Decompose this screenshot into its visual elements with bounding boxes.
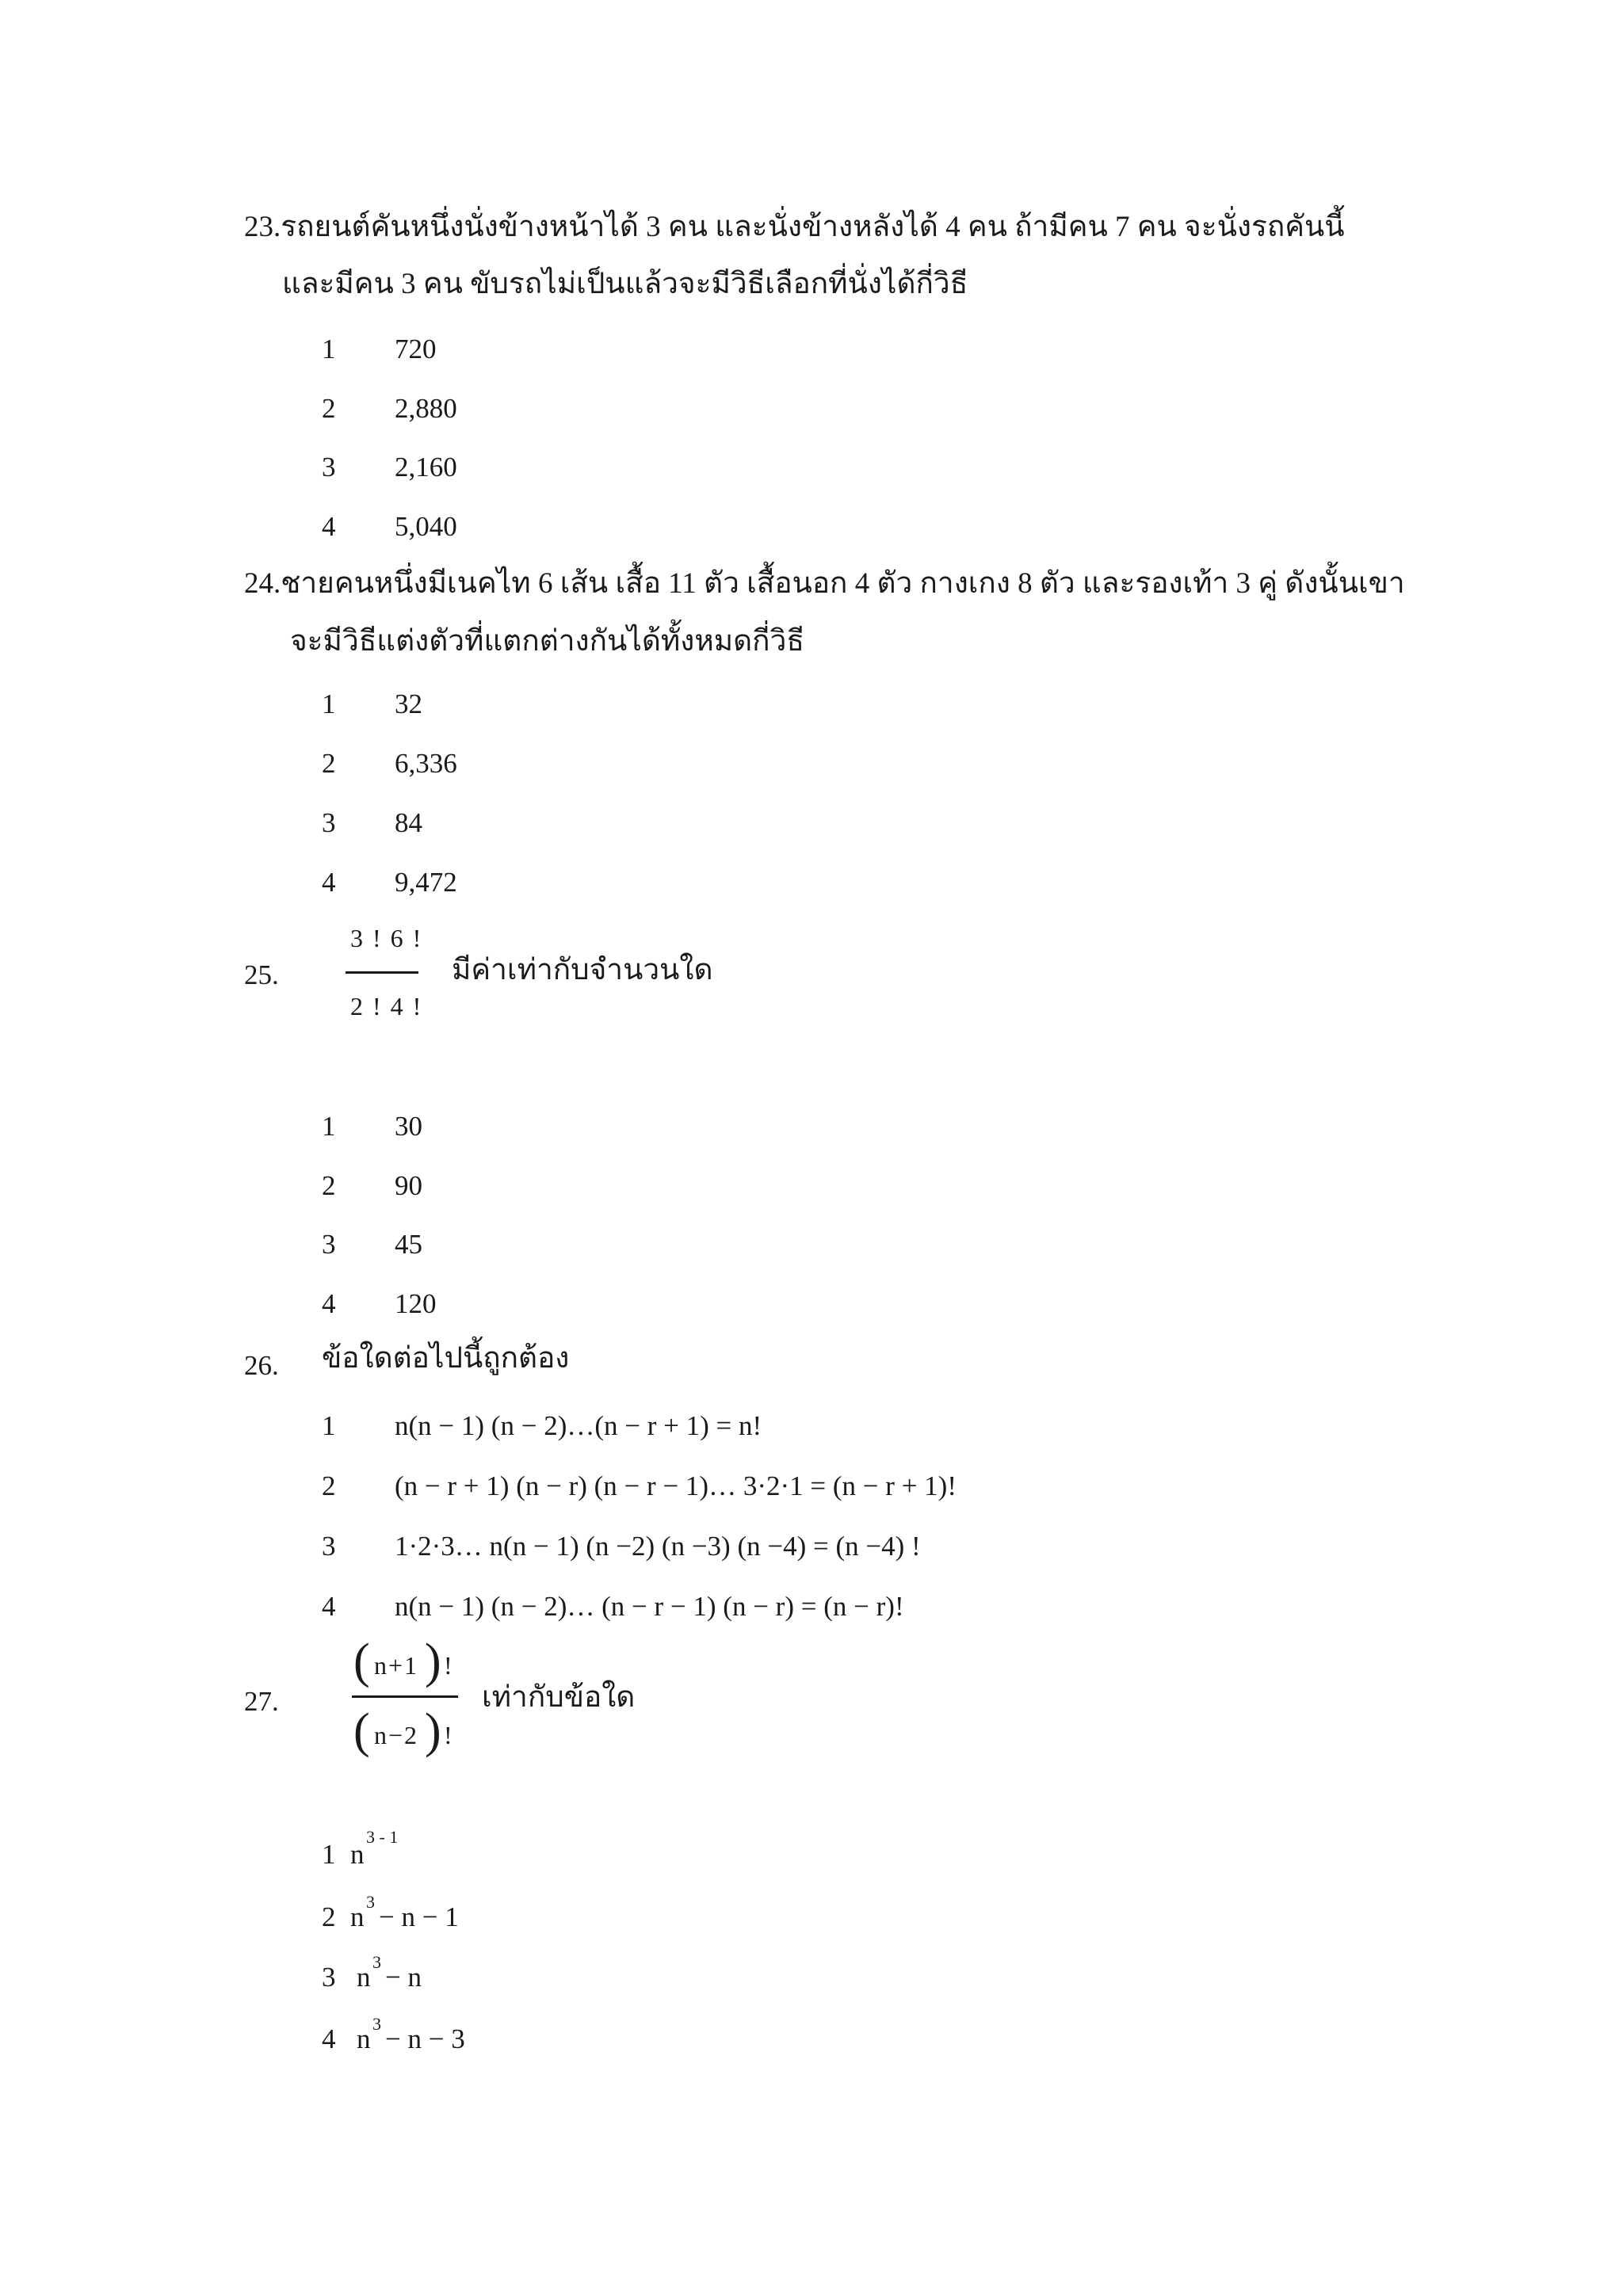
q24-option-4-text: 9,472: [395, 867, 457, 898]
question-24-text: ชายคนหนึ่งมีเนคไท 6 เส้น เสื้อ 11 ตัว เสื้อนอก 4 ตัว กางเกง 8 ตัว และรองเท้า 3 คู่ ดังนั้นเขา: [281, 567, 1405, 600]
q27-option-4-superscript: 3: [372, 2014, 381, 2034]
q27-option-3-number: 3: [322, 1962, 336, 1993]
question-24-line-2: จะมีวิธีแต่งตัวที่แตกต่างกันได้ทั้งหมดกี่วิธี: [290, 625, 804, 658]
q27-option-1-number: 1: [322, 1839, 336, 1870]
q27-numerator-factorial: !: [444, 1651, 454, 1680]
q27-fraction-numerator: n+1: [374, 1651, 419, 1680]
q24-option-3-text: 84: [395, 807, 422, 838]
q24-option-1-text: 32: [395, 688, 422, 719]
question-24-number: 24.: [244, 567, 281, 600]
q23-option-3-number: 3: [322, 452, 336, 482]
q27-option-4-number: 4: [322, 2023, 336, 2054]
q25-option-3-text: 45: [395, 1229, 422, 1260]
q27-option-1-superscript: 3 - 1: [366, 1827, 399, 1847]
q24-option-2-number: 2: [322, 748, 336, 779]
q23-option-3-text: 2,160: [395, 452, 457, 482]
q27-denominator-open-paren: (: [353, 1704, 370, 1758]
q26-option-1-text: n(n − 1) (n − 2)…(n − r + 1) = n!: [395, 1410, 762, 1441]
q27-option-1-base: n: [350, 1839, 365, 1870]
q27-option-3-base: n: [357, 1962, 371, 1993]
q27-option-3-rest: − n: [385, 1962, 422, 1993]
q27-option-4-base: n: [357, 2023, 371, 2054]
question-27-number: 27.: [244, 1686, 279, 1717]
question-23-line-1: [244, 212, 1345, 242]
q24-option-3-number: 3: [322, 807, 336, 838]
question-27-text: เท่ากับข้อใด: [482, 1681, 636, 1714]
q27-numerator-open-paren: (: [353, 1634, 370, 1688]
q26-option-2-text: (n − r + 1) (n − r) (n − r − 1)… 3·2·1 = (n − r + 1)!: [395, 1470, 957, 1501]
q25-fraction-bar: [346, 971, 418, 974]
question-26-text: ข้อใดต่อไปนี้ถูกต้อง: [322, 1342, 570, 1375]
q27-option-2-superscript: 3: [366, 1892, 375, 1912]
q26-option-1-number: 1: [322, 1410, 336, 1441]
question-25-text: มีค่าเท่ากับจำนวนใด: [452, 954, 713, 986]
q23-option-4-number: 4: [322, 511, 336, 542]
q26-option-3-number: 3: [322, 1531, 336, 1562]
q23-option-1-number: 1: [322, 334, 336, 364]
question-23-line-2: และมีคน 3 คน ขับรถไม่เป็นแล้วจะมีวิธีเลือกที่นั่งได้กี่วิธี: [282, 268, 968, 300]
question-23-text: รถยนต์คันหนึ่งนั่งข้างหน้าได้ 3 คน และนั่งข้างหลังได้ 4 คน ถ้ามีคน 7 คน จะนั่งรถคันนี้: [281, 211, 1345, 243]
q27-denominator-factorial: !: [444, 1721, 454, 1749]
q26-option-4-number: 4: [322, 1591, 336, 1622]
q25-fraction-numerator: 3 ! 6 !: [350, 924, 423, 952]
q26-option-3-text: 1·2·3… n(n − 1) (n −2) (n −3) (n −4) = (n −4) !: [395, 1531, 921, 1562]
q27-option-2-base: n: [350, 1901, 365, 1932]
question-23-number: 23.: [244, 211, 281, 243]
question-26-number: 26.: [244, 1350, 279, 1381]
q25-option-1-text: 30: [395, 1111, 422, 1142]
q26-option-2-number: 2: [322, 1470, 336, 1501]
q25-option-4-number: 4: [322, 1288, 336, 1319]
q25-option-1-number: 1: [322, 1111, 336, 1142]
q23-option-1-text: 720: [395, 334, 437, 364]
q27-fraction-denominator: n−2: [374, 1721, 419, 1749]
q27-denominator-close-paren: ): [425, 1704, 441, 1758]
q23-option-4-text: 5,040: [395, 511, 457, 542]
q27-option-3-superscript: 3: [372, 1952, 381, 1972]
q24-option-1-number: 1: [322, 688, 336, 719]
q24-option-2-text: 6,336: [395, 748, 457, 779]
q27-numerator-close-paren: ): [425, 1634, 441, 1688]
q25-option-2-number: 2: [322, 1170, 336, 1201]
q24-option-4-number: 4: [322, 867, 336, 898]
q25-option-2-text: 90: [395, 1170, 422, 1201]
q26-option-4-text: n(n − 1) (n − 2)… (n − r − 1) (n − r) = (n − r)!: [395, 1591, 904, 1622]
question-25-number: 25.: [244, 959, 279, 990]
q23-option-2-text: 2,880: [395, 393, 457, 424]
question-24-line-1: [244, 569, 1405, 598]
q25-option-4-text: 120: [395, 1288, 437, 1319]
q27-option-2-rest: − n − 1: [379, 1901, 459, 1932]
q27-option-4-rest: − n − 3: [385, 2023, 465, 2054]
q27-fraction-bar: [352, 1695, 458, 1698]
q27-option-2-number: 2: [322, 1901, 336, 1932]
q25-fraction-denominator: 2 ! 4 !: [350, 992, 423, 1020]
q25-option-3-number: 3: [322, 1229, 336, 1260]
q23-option-2-number: 2: [322, 393, 336, 424]
